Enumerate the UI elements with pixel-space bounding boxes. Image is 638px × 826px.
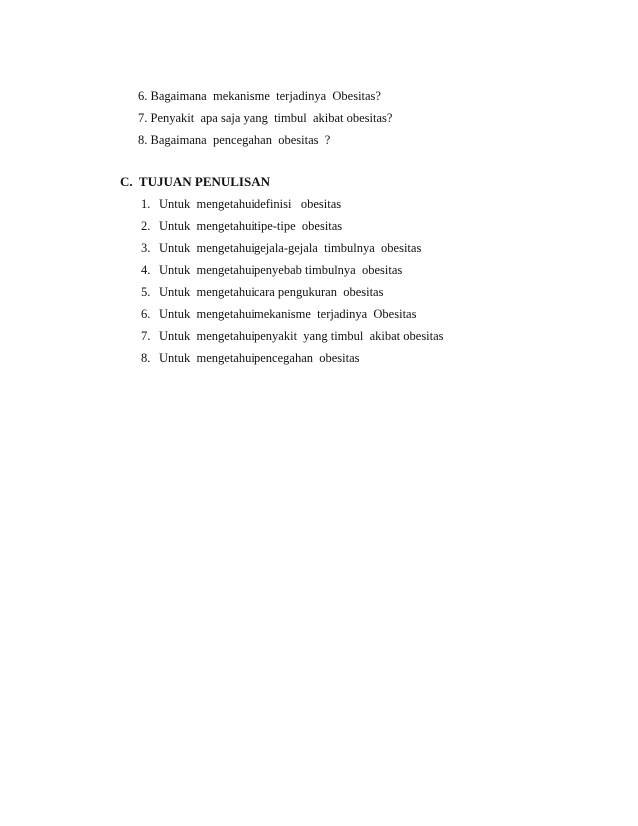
goal-prefix: Untuk mengetahui	[159, 241, 255, 255]
goal-text: tipe-tipe obesitas	[254, 219, 343, 233]
goal-text: penyebab timbulnya obesitas	[254, 263, 403, 277]
question-item: 7. Penyakit apa saja yang timbul akibat obesitas?	[138, 111, 393, 125]
goal-text: cara pengukuran obesitas	[254, 285, 384, 299]
goal-prefix: Untuk mengetahui	[159, 219, 255, 233]
goal-prefix: Untuk mengetahui	[159, 351, 255, 365]
question-item: 8. Bagaimana pencegahan obesitas ?	[138, 133, 331, 147]
goal-number: 1.	[141, 197, 151, 211]
goal-number: 4.	[141, 263, 151, 277]
goal-number: 8.	[141, 351, 151, 365]
goal-text: penyakit yang timbul akibat obesitas	[254, 329, 444, 343]
goal-text: pencegahan obesitas	[254, 351, 360, 365]
goal-text: mekanisme terjadinya Obesitas	[254, 307, 417, 321]
goal-prefix: Untuk mengetahui	[159, 307, 255, 321]
section-heading: C. TUJUAN PENULISAN	[120, 174, 271, 189]
goal-number: 2.	[141, 219, 151, 233]
question-item: 6. Bagaimana mekanisme terjadinya Obesitas?	[138, 89, 381, 103]
goal-number: 6.	[141, 307, 151, 321]
goal-number: 7.	[141, 329, 151, 343]
goal-number: 3.	[141, 241, 151, 255]
goal-number: 5.	[141, 285, 151, 299]
goal-text: definisi obesitas	[254, 197, 342, 211]
goal-text: gejala-gejala timbulnya obesitas	[254, 241, 422, 255]
goal-prefix: Untuk mengetahui	[159, 197, 255, 211]
goal-prefix: Untuk mengetahui	[159, 329, 255, 343]
goal-prefix: Untuk mengetahui	[159, 263, 255, 277]
goal-prefix: Untuk mengetahui	[159, 285, 255, 299]
